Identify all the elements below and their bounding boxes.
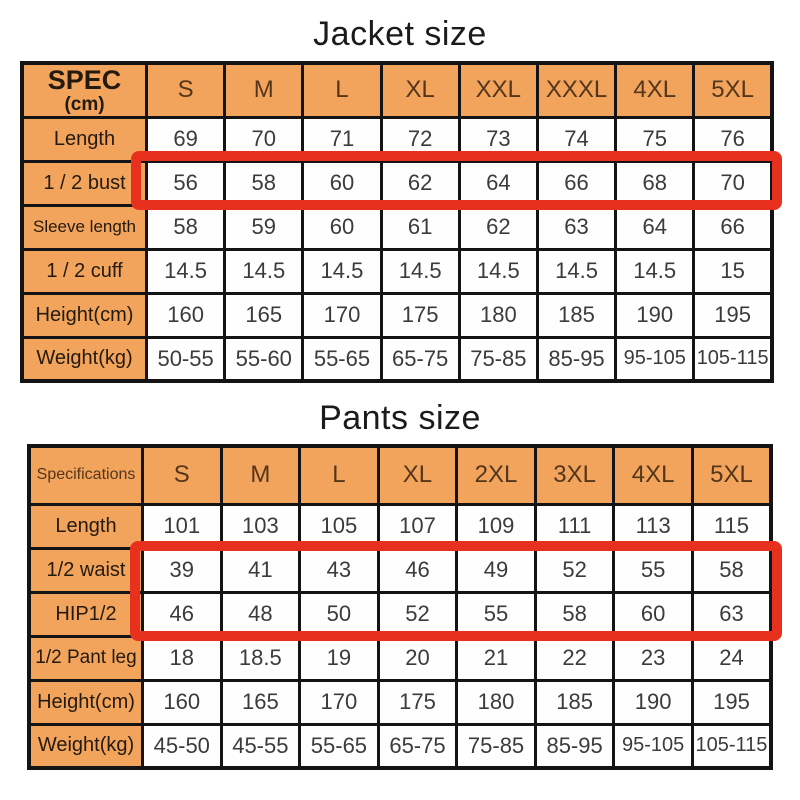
- value-cell: 160: [147, 293, 225, 337]
- value-cell: 103: [221, 504, 300, 548]
- value-cell: 175: [381, 293, 459, 337]
- value-cell: 74: [537, 117, 615, 161]
- value-cell: 60: [303, 205, 381, 249]
- value-cell: 62: [459, 205, 537, 249]
- value-cell: 160: [143, 680, 222, 724]
- value-cell: 14.5: [616, 249, 694, 293]
- corner-cell-unit: (cm): [64, 93, 105, 115]
- value-cell: 21: [457, 636, 536, 680]
- value-cell: 180: [457, 680, 536, 724]
- size-header-cell: XXL: [459, 63, 537, 117]
- table-row: [29, 548, 771, 592]
- row-label-cell: Height(cm): [29, 680, 143, 724]
- value-cell: 185: [535, 680, 614, 724]
- row-label-cell: HIP1/2: [29, 592, 143, 636]
- value-cell: 55-60: [225, 337, 303, 381]
- table-row: [29, 680, 771, 724]
- value-cell: 66: [694, 205, 772, 249]
- value-cell: 75-85: [459, 337, 537, 381]
- value-cell: 72: [381, 117, 459, 161]
- value-cell: 105: [300, 504, 379, 548]
- value-cell: 95-105: [616, 337, 694, 381]
- value-cell: 75: [616, 117, 694, 161]
- value-cell: 45-55: [221, 724, 300, 768]
- value-cell: 71: [303, 117, 381, 161]
- size-header-cell: 3XL: [535, 446, 614, 504]
- value-cell: 105-115: [692, 724, 771, 768]
- value-cell: 22: [535, 636, 614, 680]
- value-cell: 62: [381, 161, 459, 205]
- row-label-cell: 1/2 Pant leg: [29, 636, 143, 680]
- size-header-cell: M: [221, 446, 300, 504]
- value-cell: 85-95: [537, 337, 615, 381]
- value-cell: 109: [457, 504, 536, 548]
- value-cell: 63: [692, 592, 771, 636]
- table-row: [22, 117, 772, 161]
- value-cell: 46: [143, 592, 222, 636]
- value-cell: 170: [303, 293, 381, 337]
- value-cell: 45-50: [143, 724, 222, 768]
- value-cell: 58: [535, 592, 614, 636]
- value-cell: 18: [143, 636, 222, 680]
- value-cell: 68: [616, 161, 694, 205]
- size-header-cell: L: [300, 446, 379, 504]
- value-cell: 58: [225, 161, 303, 205]
- value-cell: 58: [147, 205, 225, 249]
- value-cell: 85-95: [535, 724, 614, 768]
- table-row: [29, 724, 771, 768]
- corner-cell-label: SPEC: [47, 64, 122, 95]
- row-label-cell: Sleeve length: [22, 205, 147, 249]
- value-cell: 58: [692, 548, 771, 592]
- size-header-cell: XL: [381, 63, 459, 117]
- value-cell: 64: [616, 205, 694, 249]
- value-cell: 69: [147, 117, 225, 161]
- value-cell: 190: [616, 293, 694, 337]
- value-cell: 14.5: [459, 249, 537, 293]
- value-cell: 55-65: [300, 724, 379, 768]
- value-cell: 73: [459, 117, 537, 161]
- size-header-cell: S: [143, 446, 222, 504]
- value-cell: 111: [535, 504, 614, 548]
- value-cell: 50-55: [147, 337, 225, 381]
- row-label-cell: 1 / 2 bust: [22, 161, 147, 205]
- value-cell: 165: [221, 680, 300, 724]
- value-cell: 61: [381, 205, 459, 249]
- value-cell: 180: [459, 293, 537, 337]
- value-cell: 14.5: [381, 249, 459, 293]
- value-cell: 43: [300, 548, 379, 592]
- table-row: [22, 249, 772, 293]
- value-cell: 14.5: [147, 249, 225, 293]
- pants-size-table: [27, 444, 773, 770]
- value-cell: 70: [694, 161, 772, 205]
- table-row: [29, 504, 771, 548]
- size-header-cell: XL: [378, 446, 457, 504]
- value-cell: 195: [694, 293, 772, 337]
- value-cell: 15: [694, 249, 772, 293]
- value-cell: 63: [537, 205, 615, 249]
- value-cell: 52: [535, 548, 614, 592]
- corner-cell-label: Specifications: [36, 466, 136, 484]
- value-cell: 60: [614, 592, 693, 636]
- header-row: [22, 63, 772, 117]
- value-cell: 14.5: [225, 249, 303, 293]
- value-cell: 59: [225, 205, 303, 249]
- value-cell: 113: [614, 504, 693, 548]
- row-label-cell: 1/2 waist: [29, 548, 143, 592]
- value-cell: 65-75: [378, 724, 457, 768]
- size-header-cell: XXXL: [537, 63, 615, 117]
- value-cell: 185: [537, 293, 615, 337]
- value-cell: 46: [378, 548, 457, 592]
- size-header-cell: 2XL: [457, 446, 536, 504]
- size-header-cell: S: [147, 63, 225, 117]
- value-cell: 76: [694, 117, 772, 161]
- value-cell: 195: [692, 680, 771, 724]
- pants-table-title: Pants size: [319, 399, 481, 437]
- value-cell: 50: [300, 592, 379, 636]
- value-cell: 56: [147, 161, 225, 205]
- value-cell: 55: [457, 592, 536, 636]
- header-row: [29, 446, 771, 504]
- size-header-cell: M: [225, 63, 303, 117]
- value-cell: 70: [225, 117, 303, 161]
- value-cell: 165: [225, 293, 303, 337]
- value-cell: 39: [143, 548, 222, 592]
- size-header-cell: 4XL: [614, 446, 693, 504]
- value-cell: 75-85: [457, 724, 536, 768]
- value-cell: 175: [378, 680, 457, 724]
- value-cell: 65-75: [381, 337, 459, 381]
- corner-cell: [22, 63, 147, 117]
- value-cell: 14.5: [303, 249, 381, 293]
- value-cell: 64: [459, 161, 537, 205]
- value-cell: 170: [300, 680, 379, 724]
- value-cell: 41: [221, 548, 300, 592]
- value-cell: 107: [378, 504, 457, 548]
- value-cell: 52: [378, 592, 457, 636]
- jacket-table-title: Jacket size: [313, 15, 487, 53]
- table-row: [22, 161, 772, 205]
- row-label-cell: Weight(kg): [29, 724, 143, 768]
- value-cell: 55-65: [303, 337, 381, 381]
- row-label-cell: Length: [22, 117, 147, 161]
- value-cell: 48: [221, 592, 300, 636]
- value-cell: 190: [614, 680, 693, 724]
- table-row: [22, 205, 772, 249]
- value-cell: 19: [300, 636, 379, 680]
- value-cell: 18.5: [221, 636, 300, 680]
- row-label-cell: Height(cm): [22, 293, 147, 337]
- value-cell: 14.5: [537, 249, 615, 293]
- value-cell: 105-115: [694, 337, 772, 381]
- row-label-cell: Weight(kg): [22, 337, 147, 381]
- size-header-cell: 5XL: [692, 446, 771, 504]
- size-header-cell: 5XL: [694, 63, 772, 117]
- table-row: [29, 592, 771, 636]
- value-cell: 66: [537, 161, 615, 205]
- row-label-cell: Length: [29, 504, 143, 548]
- value-cell: 24: [692, 636, 771, 680]
- size-header-cell: L: [303, 63, 381, 117]
- value-cell: 55: [614, 548, 693, 592]
- value-cell: 20: [378, 636, 457, 680]
- row-label-cell: 1 / 2 cuff: [22, 249, 147, 293]
- corner-cell: [29, 446, 143, 504]
- value-cell: 115: [692, 504, 771, 548]
- jacket-size-table: [20, 61, 774, 383]
- value-cell: 23: [614, 636, 693, 680]
- value-cell: 60: [303, 161, 381, 205]
- table-row: [22, 293, 772, 337]
- table-row: [22, 337, 772, 381]
- size-header-cell: 4XL: [616, 63, 694, 117]
- table-row: [29, 636, 771, 680]
- value-cell: 95-105: [614, 724, 693, 768]
- value-cell: 49: [457, 548, 536, 592]
- value-cell: 101: [143, 504, 222, 548]
